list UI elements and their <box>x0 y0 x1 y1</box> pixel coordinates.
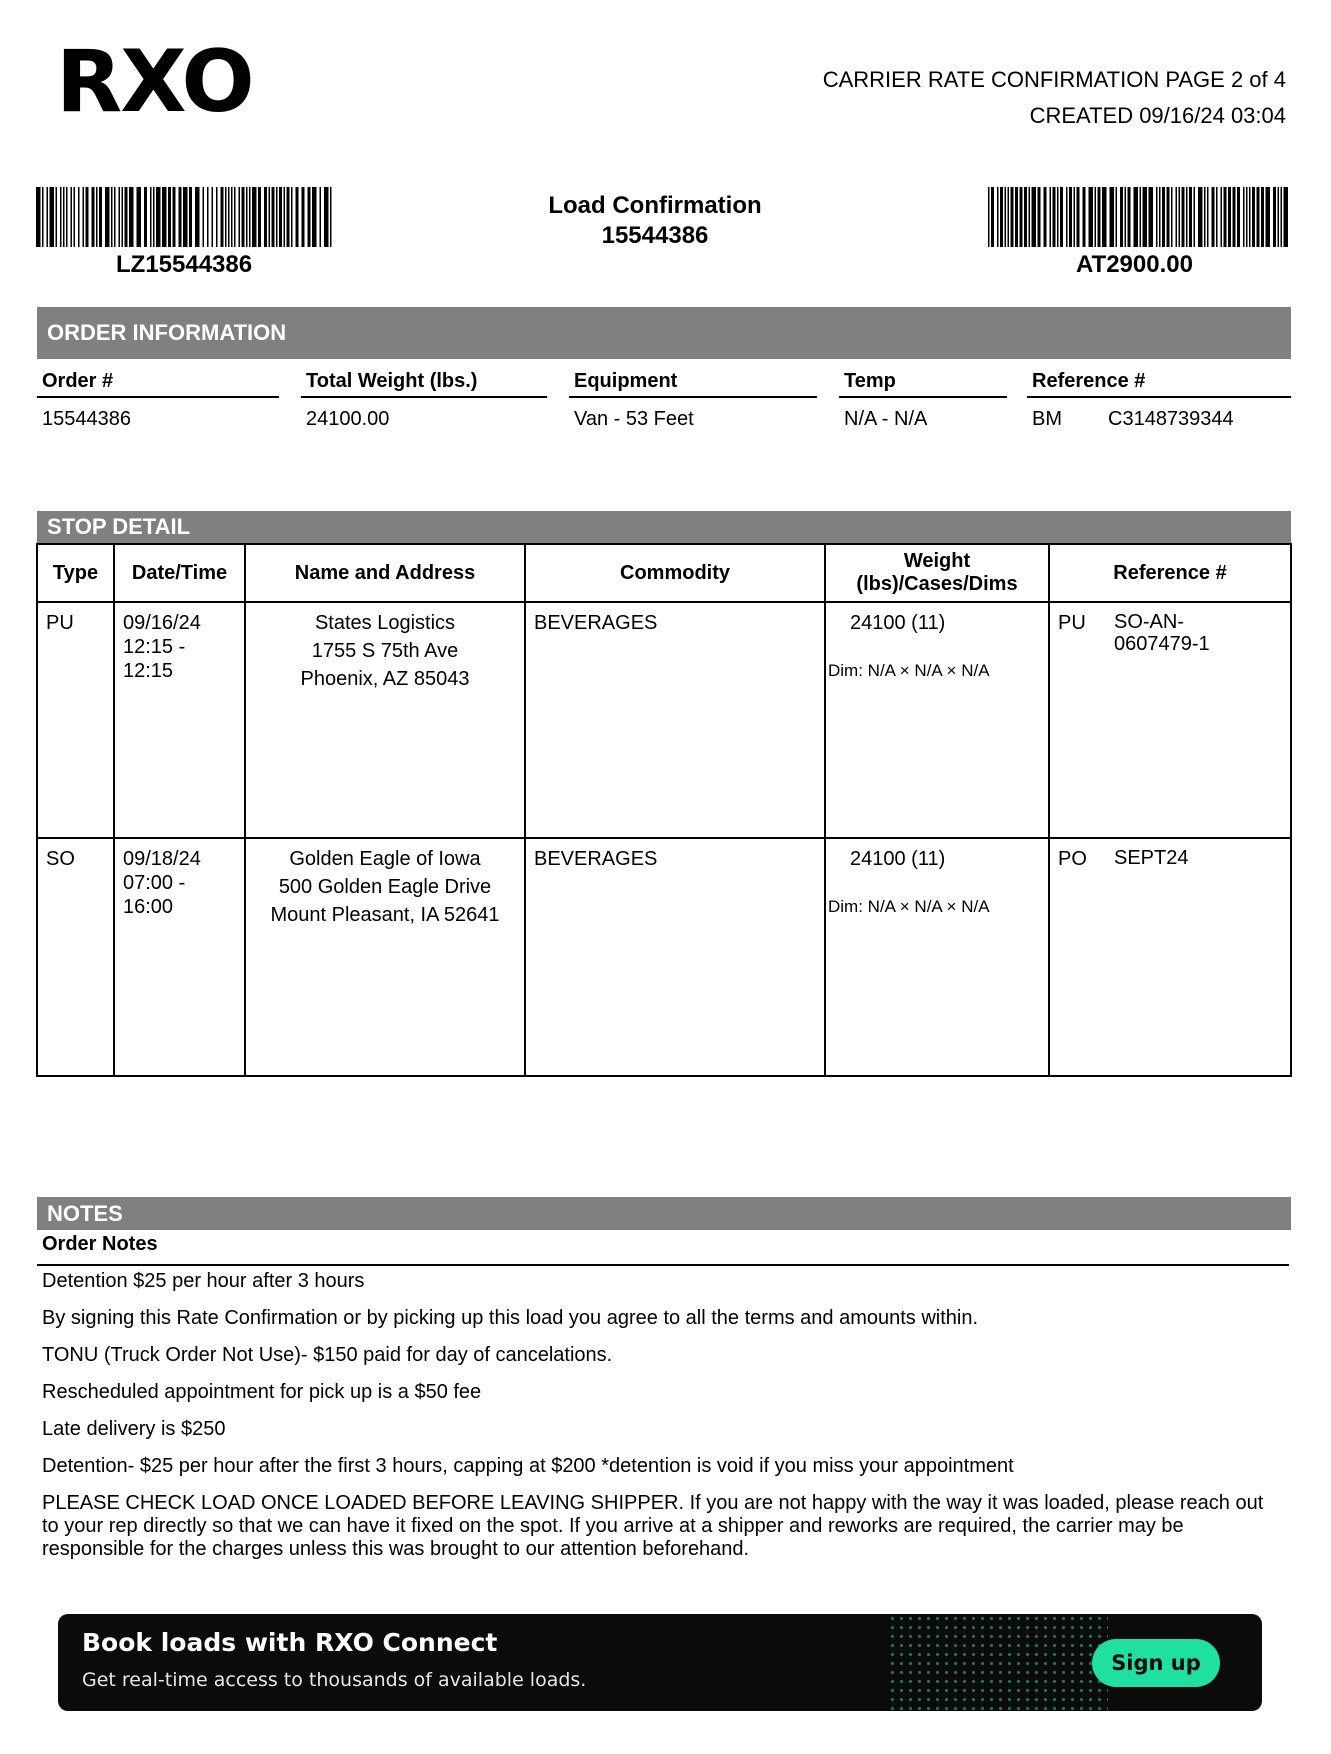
stop-type: SO <box>46 848 75 870</box>
reference-header: Reference # <box>1027 368 1291 398</box>
order-notes-title: Order Notes <box>37 1231 1289 1266</box>
reference-number: C3148739344 <box>1108 408 1234 430</box>
stop-detail-header: STOP DETAIL <box>37 511 1291 543</box>
load-barcode <box>36 187 336 247</box>
stop-datetime <box>123 611 201 683</box>
table-row <box>38 839 1290 1075</box>
type-header: Type <box>52 561 99 584</box>
stop-ref-code: PU <box>1058 612 1086 634</box>
stop-address-line2: Phoenix, AZ 85043 <box>300 668 470 690</box>
stop-detail-table <box>36 543 1292 1077</box>
equipment-column <box>569 368 817 431</box>
stop-ref-value <box>1114 611 1210 655</box>
weight-header-line1: Weight <box>903 550 971 572</box>
stop-name: Golden Eagle of Iowa <box>289 848 481 870</box>
stop-weight: 24100 (11) <box>850 848 946 870</box>
banner-dot-pattern <box>888 1614 1108 1711</box>
document-header-info <box>823 62 1286 134</box>
weight-header-line2: (lbs)/Cases/Dims <box>856 573 1018 595</box>
note-line: Rescheduled appointment for pick up is a $50 fee <box>42 1381 482 1403</box>
datetime-header: Date/Time <box>131 561 228 584</box>
equipment-value: Van - 53 Feet <box>574 408 694 430</box>
note-line: PLEASE CHECK LOAD ONCE LOADED BEFORE LEAVING SHIPPER. If you are not happy with the way it was loaded, please reach out to your rep directly so that we can have it fixed on the spot. If you arrive at a shipper and reworks are required, the carrier may be responsible for the charges unless this was brought to our attention beforehand. <box>42 1492 1264 1560</box>
created-timestamp: CREATED 09/16/24 03:04 <box>1029 103 1286 128</box>
reference-column <box>1027 368 1291 431</box>
stop-address-line1: 500 Golden Eagle Drive <box>278 876 492 898</box>
stop-table-header-row <box>38 545 1290 603</box>
stop-commodity: BEVERAGES <box>534 848 658 870</box>
equipment-header: Equipment <box>569 368 817 398</box>
stop-reference-header: Reference # <box>1113 561 1227 584</box>
rxo-connect-banner[interactable] <box>58 1614 1262 1711</box>
amount-barcode <box>988 187 1288 247</box>
banner-title: Book loads with RXO Connect <box>82 1628 498 1657</box>
name-address-header: Name and Address <box>294 561 476 584</box>
stop-weight: 24100 (11) <box>850 612 946 634</box>
note-line: TONU (Truck Order Not Use)- $150 paid for day of cancelations. <box>42 1344 613 1366</box>
stop-datetime <box>123 847 201 919</box>
stop-name: States Logistics <box>314 612 456 634</box>
load-title-text: Load Confirmation <box>548 192 762 219</box>
temp-header: Temp <box>839 368 1007 398</box>
total-weight-header: Total Weight (lbs.) <box>301 368 547 398</box>
commodity-header: Commodity <box>620 561 730 584</box>
load-barcode-label: LZ15544386 <box>116 251 253 278</box>
load-number: 15544386 <box>601 222 709 249</box>
reference-value <box>1027 398 1291 431</box>
sign-up-button[interactable]: Sign up <box>1092 1639 1220 1687</box>
table-row <box>38 603 1290 839</box>
stop-address-line1: 1755 S 75th Ave <box>311 640 459 662</box>
stop-name-address <box>246 609 524 693</box>
stop-time-end: 16:00 <box>123 896 174 918</box>
stop-name-address <box>246 845 524 929</box>
stop-commodity: BEVERAGES <box>534 612 658 634</box>
temp-column <box>839 368 1007 431</box>
reference-code: BM <box>1032 408 1062 430</box>
stop-time-end: 12:15 <box>123 660 174 682</box>
note-line: Late delivery is $250 <box>42 1418 226 1440</box>
stop-ref-value <box>1114 847 1188 869</box>
stop-ref-value-line1: SO-AN- <box>1114 611 1184 633</box>
stop-ref-code: PO <box>1058 848 1087 870</box>
stop-ref-value-line1: SEPT24 <box>1114 847 1189 869</box>
stop-time-start: 07:00 - <box>123 872 186 894</box>
order-number-column <box>37 368 279 431</box>
total-weight-value: 24100.00 <box>306 408 390 430</box>
rxo-logo: RXO <box>56 32 253 132</box>
stop-date: 09/18/24 <box>123 848 201 870</box>
load-confirmation-title <box>500 191 810 251</box>
stop-dims: Dim: N/A × N/A × N/A <box>828 661 990 680</box>
stop-date: 09/16/24 <box>123 612 201 634</box>
note-line: By signing this Rate Confirmation or by picking up this load you agree to all the terms and amounts within. <box>42 1307 979 1329</box>
temp-value: N/A - N/A <box>844 408 928 430</box>
order-number-header: Order # <box>37 368 279 398</box>
banner-subtitle: Get real-time access to thousands of available loads. <box>82 1669 587 1691</box>
stop-dims: Dim: N/A × N/A × N/A <box>828 897 990 916</box>
notes-header: NOTES <box>37 1197 1291 1230</box>
note-line: Detention $25 per hour after 3 hours <box>42 1270 365 1292</box>
stop-time-start: 12:15 - <box>123 636 186 658</box>
note-line: Detention- $25 per hour after the first 3 hours, capping at $200 *detention is void if you miss your appointment <box>42 1455 1014 1477</box>
stop-ref-value-line2: 0607479-1 <box>1114 633 1210 655</box>
order-number-value: 15544386 <box>42 408 131 430</box>
order-information-header: ORDER INFORMATION <box>37 307 1291 359</box>
weight-header <box>826 545 1048 601</box>
stop-type: PU <box>46 612 74 634</box>
stop-address-line2: Mount Pleasant, IA 52641 <box>270 904 500 926</box>
page-indicator: CARRIER RATE CONFIRMATION PAGE 2 of 4 <box>822 67 1286 92</box>
amount-barcode-label: AT2900.00 <box>1076 251 1193 278</box>
total-weight-column <box>301 368 547 431</box>
